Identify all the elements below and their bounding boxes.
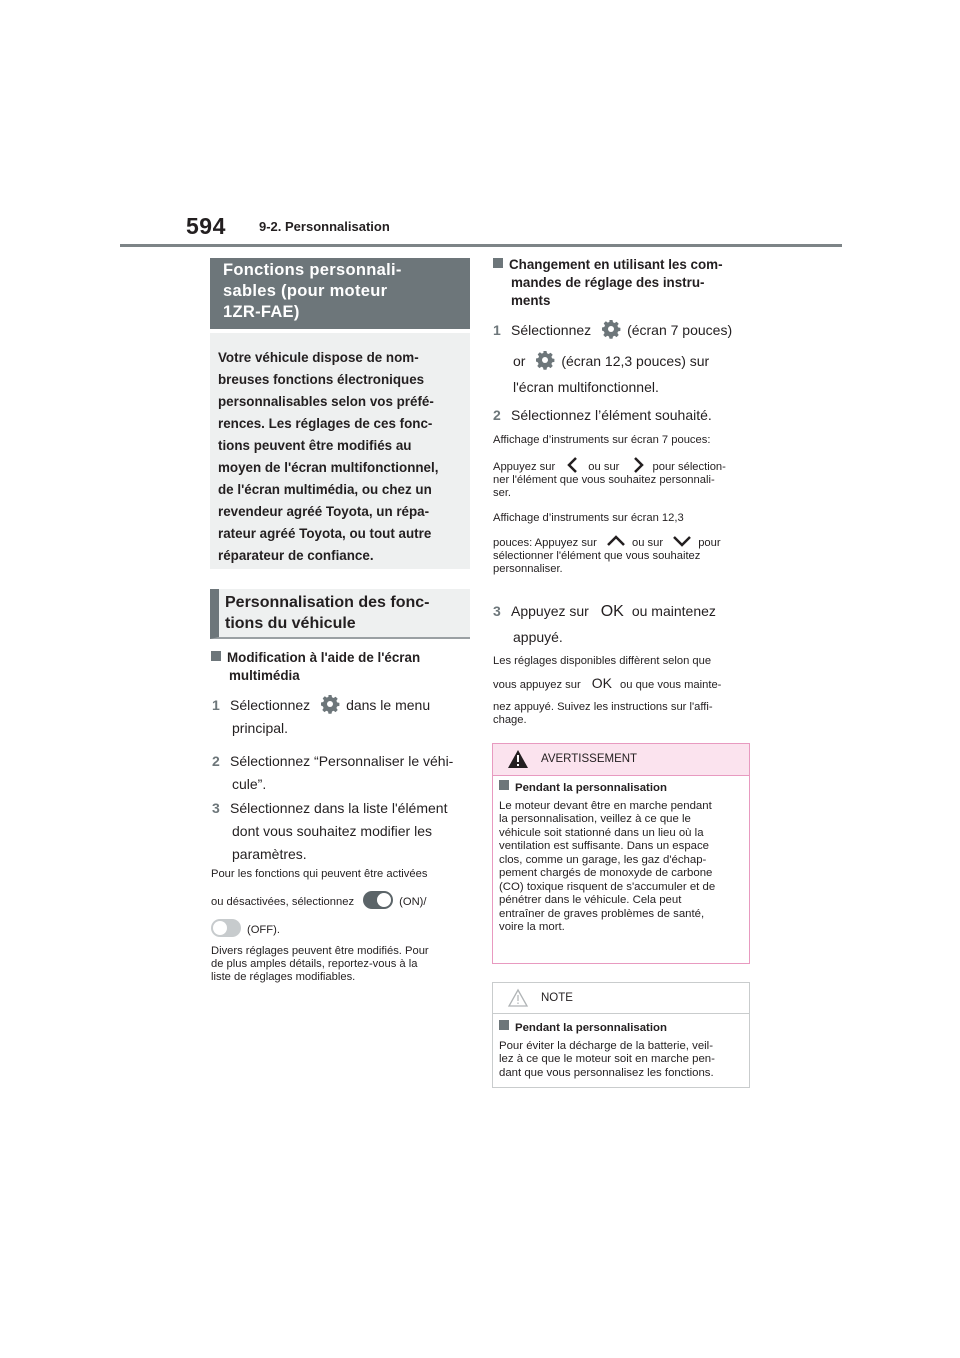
step-text: appuyé. xyxy=(513,629,563,645)
multimedia-heading xyxy=(211,649,420,685)
step-text: Sélectionnez xyxy=(230,697,311,713)
warning-line: ventilation est suffisante. Dans un espace xyxy=(499,840,710,852)
step-text: (écran 7 pouces) xyxy=(627,322,733,338)
step-number: 2 xyxy=(212,753,220,769)
multimedia-heading-line: Modification à l'aide de l'écran xyxy=(227,650,421,665)
note-text: Affichage d’instruments sur écran 12,3 xyxy=(493,512,684,524)
note-text: Les réglages disponibles diffèrent selon que xyxy=(493,655,712,667)
note-ok xyxy=(493,655,721,727)
chevron-right-icon xyxy=(631,456,645,474)
header-rule xyxy=(120,244,842,247)
square-bullet-icon xyxy=(499,780,509,790)
chevron-down-icon xyxy=(672,534,692,548)
chevron-left-icon xyxy=(566,456,580,474)
step-text: dont vous souhaitez modifier les xyxy=(232,823,432,839)
note-text: personnaliser. xyxy=(493,563,563,575)
note-line: Divers réglages peuvent être modifiés. Pour xyxy=(211,945,429,957)
warning-box xyxy=(492,743,750,964)
note-text: (OFF). xyxy=(247,924,280,936)
instrument-heading-line: ments xyxy=(511,293,551,308)
note-text: ner l'élément que vous souhaitez personnali- xyxy=(493,474,715,486)
left-step-2 xyxy=(212,750,453,796)
left-note-settings xyxy=(211,945,429,984)
sub-heading-line: tions du véhicule xyxy=(225,615,356,632)
step-text: Sélectionnez “Personnaliser le véhi- xyxy=(230,753,454,769)
warning-triangle-icon xyxy=(507,749,529,769)
step-number: 2 xyxy=(493,407,501,423)
left-step-3 xyxy=(212,797,447,866)
warning-line: clos, comme un garage, les gaz d'échap- xyxy=(499,853,707,866)
note-title: NOTE xyxy=(541,992,573,1004)
step-text: Appuyez sur xyxy=(511,603,589,619)
intro-line: personnalisables selon vos préfé- xyxy=(218,394,434,409)
intro-line: tions peuvent être modifiés au xyxy=(218,438,412,453)
warning-body xyxy=(493,776,749,935)
gear-icon xyxy=(535,350,555,370)
square-bullet-icon xyxy=(211,651,221,661)
note-text: pour sélection- xyxy=(652,461,726,473)
intro-line: moyen de l'écran multifonctionnel, xyxy=(218,460,439,475)
gear-icon xyxy=(601,319,621,339)
step-text: paramètres. xyxy=(232,846,307,862)
page-number: 594 xyxy=(186,213,226,239)
right-step-1 xyxy=(493,319,732,399)
section-title: 9-2. Personnalisation xyxy=(259,219,390,234)
step-text: l'écran multifonctionnel. xyxy=(513,379,659,395)
note-text: ser. xyxy=(493,487,512,499)
toggle-on-icon xyxy=(363,891,393,909)
note-text: chage. xyxy=(493,714,527,726)
right-step-3 xyxy=(493,600,716,649)
intro-line: Votre véhicule dispose de nom- xyxy=(218,350,419,365)
intro-line: revendeur agréé Toyota, un répa- xyxy=(218,504,430,519)
step-text: ou maintenez xyxy=(631,603,716,619)
gear-icon xyxy=(320,694,340,714)
step-text: (écran 12,3 pouces) sur xyxy=(561,353,710,369)
toggle-off-icon xyxy=(211,919,241,937)
warning-header xyxy=(493,744,749,776)
intro-line: de l'écran multimédia, ou chez un xyxy=(218,482,432,497)
left-step-1 xyxy=(212,694,430,740)
instrument-heading xyxy=(493,256,723,310)
left-note-toggle xyxy=(211,868,427,937)
warning-line: la personnalisation, veillez à ce que le xyxy=(499,813,691,825)
note-header xyxy=(493,983,749,1014)
step-text: Sélectionnez l’élément souhaité. xyxy=(511,407,712,423)
note-text: sélectionner l'élément que vous souhaitez xyxy=(493,550,701,562)
step-number: 1 xyxy=(493,322,501,338)
step-text: dans le menu xyxy=(346,697,431,713)
intro-line: breuses fonctions électroniques xyxy=(218,372,425,387)
note-text: Pour les fonctions qui peuvent être activées xyxy=(211,868,428,880)
step-text: principal. xyxy=(232,720,289,736)
warning-line: entraîner de graves problèmes de santé, xyxy=(499,907,705,920)
sub-heading xyxy=(210,589,470,639)
note-text: pouces: Appuyez sur xyxy=(493,537,597,549)
note-text: ou désactivées, sélectionnez xyxy=(211,896,355,908)
note-text: pour xyxy=(698,537,721,549)
warning-line: pement chargés de monoxyde de carbone xyxy=(499,867,713,879)
caution-triangle-icon xyxy=(507,988,529,1008)
chevron-up-icon xyxy=(606,534,626,548)
step-number: 3 xyxy=(212,800,220,816)
note-subtitle: Pendant la personnalisation xyxy=(515,1022,667,1034)
step-text: Sélectionnez xyxy=(511,322,592,338)
note-line: Pour éviter la décharge de la batterie, veil- xyxy=(499,1039,714,1052)
main-heading-line: sables (pour moteur xyxy=(223,282,388,300)
warning-title: AVERTISSEMENT xyxy=(541,753,638,765)
note-line: liste de réglages modifiables. xyxy=(211,971,356,983)
step-number: 1 xyxy=(212,697,220,713)
ok-icon: OK xyxy=(591,675,613,691)
intro-line: rences. Les réglages de ces fonc- xyxy=(218,416,433,431)
note-text: Appuyez sur xyxy=(493,461,556,473)
step-number: 3 xyxy=(493,603,501,619)
intro-panel xyxy=(210,333,470,569)
intro-line: réparateur de confiance. xyxy=(218,548,374,563)
step-text: cule”. xyxy=(232,776,267,792)
note-text: Affichage d’instruments sur écran 7 pouces: xyxy=(493,434,711,446)
sub-heading-line: Personnalisation des fonc- xyxy=(225,594,430,611)
instrument-heading-line: Changement en utilisant les com- xyxy=(509,257,723,272)
warning-line: véhicule soit stationné dans un lieu où la xyxy=(499,826,704,839)
note-line: lez à ce que le moteur soit en marche pen- xyxy=(499,1053,715,1065)
main-heading-line: Fonctions personnali- xyxy=(223,261,402,279)
right-step-2 xyxy=(493,404,712,427)
square-bullet-icon xyxy=(493,258,503,268)
note-line: dant que vous personnalisez les fonctions. xyxy=(499,1066,714,1079)
multimedia-heading-line: multimédia xyxy=(229,668,300,683)
intro-line: rateur agréé Toyota, ou tout autre xyxy=(218,526,432,541)
note-text: ou sur xyxy=(588,461,620,473)
note-text: (ON)/ xyxy=(399,896,427,908)
step-text: or xyxy=(513,353,526,369)
warning-line: pénétrer dans le véhicule. Cela peut xyxy=(499,894,682,906)
warning-line: (CO) toxique risquent de s'accumuler et de xyxy=(499,880,716,893)
note-12-inch xyxy=(493,512,721,576)
main-heading-line: 1ZR-FAE) xyxy=(223,303,300,321)
note-box xyxy=(492,982,750,1088)
ok-icon: OK xyxy=(600,603,624,620)
note-text: ou sur xyxy=(631,537,664,549)
warning-line: Le moteur devant être en marche pendant xyxy=(499,799,712,812)
note-text: ou que vous mainte- xyxy=(620,679,722,691)
warning-subtitle: Pendant la personnalisation xyxy=(515,782,667,794)
main-heading xyxy=(210,258,470,329)
square-bullet-icon xyxy=(499,1020,509,1030)
note-text: nez appuyé. Suivez les instructions sur l'affi- xyxy=(493,701,713,713)
note-text: vous appuyez sur xyxy=(493,679,581,691)
note-line: de plus amples détails, reportez-vous à la xyxy=(211,958,418,970)
note-body xyxy=(493,1014,749,1080)
step-text: Sélectionnez dans la liste l'élément xyxy=(230,800,448,816)
note-7-inch xyxy=(493,434,726,500)
warning-line: voire la mort. xyxy=(499,921,565,933)
instrument-heading-line: mandes de réglage des instru- xyxy=(511,275,705,290)
